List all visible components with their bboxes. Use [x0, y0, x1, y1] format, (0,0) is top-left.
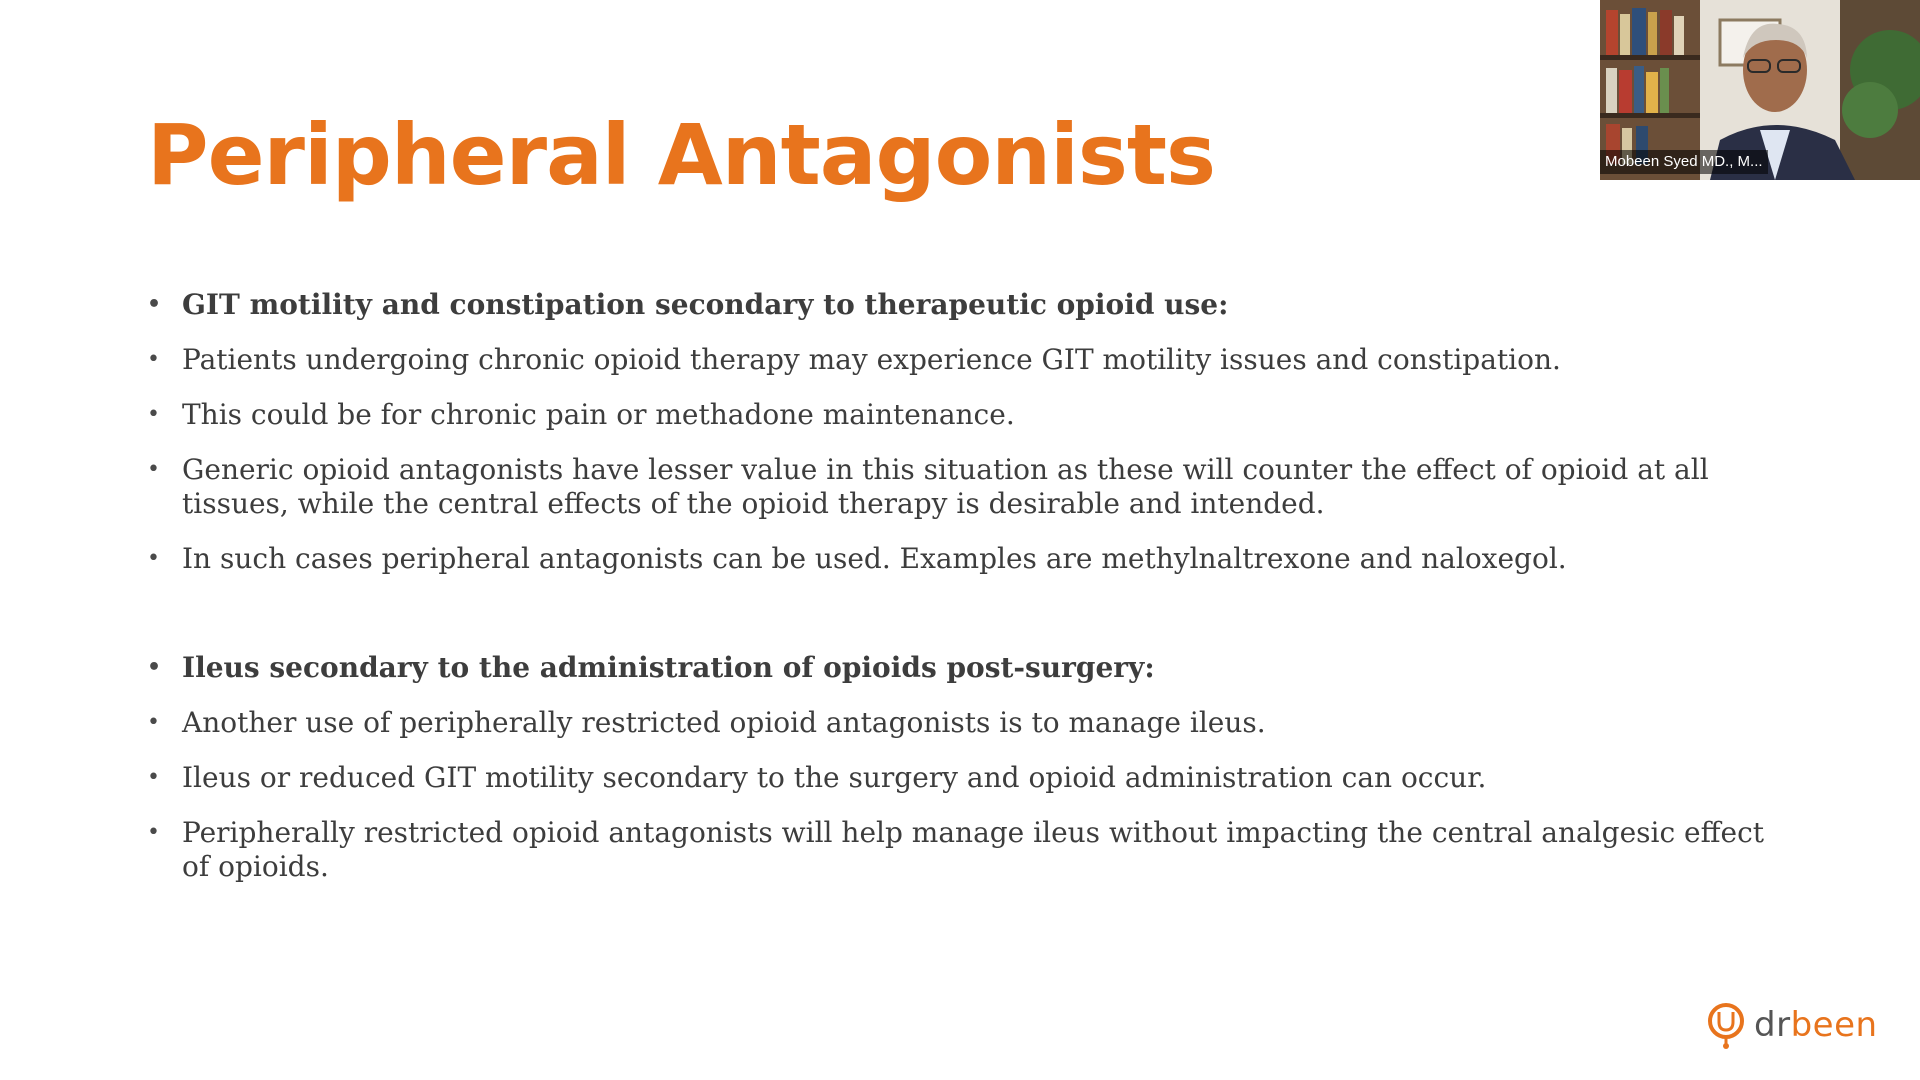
slide-title: Peripheral Antagonists	[147, 106, 1216, 204]
bullet-dot: •	[147, 546, 160, 571]
bullet-text: Ileus or reduced GIT motility secondary to the surgery and opioid administration can occur.	[182, 761, 1487, 794]
bullet-section-opioid-constipation	[147, 288, 1767, 597]
bullet-item	[147, 816, 1767, 884]
bullet-heading	[147, 651, 1767, 685]
brand-suffix: been	[1790, 1005, 1878, 1045]
bullet-dot: •	[147, 655, 162, 680]
bullet-text: Generic opioid antagonists have lesser value in this situation as these will counter the effect of opioid at all tissues, while the central effects of the opioid therapy is desirable and intended.	[182, 453, 1709, 520]
participant-video-tile[interactable]	[1600, 0, 1920, 180]
bullet-text: In such cases peripheral antagonists can be used. Examples are methylnaltrexone and naloxegol.	[182, 542, 1567, 575]
bullet-text: Peripherally restricted opioid antagonists will help manage ileus without impacting the central analgesic effect of opioids.	[182, 816, 1765, 883]
bullet-dot: •	[147, 765, 160, 790]
bullet-text: GIT motility and constipation secondary to therapeutic opioid use:	[182, 288, 1229, 321]
bullet-item	[147, 398, 1767, 432]
bullet-item	[147, 453, 1767, 521]
brand-wordmark	[1754, 1000, 1878, 1050]
bullet-item	[147, 343, 1767, 377]
bullet-section-post-surgery-ileus	[147, 651, 1767, 905]
bullet-dot: •	[147, 347, 160, 372]
bullet-heading	[147, 288, 1767, 322]
bullet-text: This could be for chronic pain or methadone maintenance.	[182, 398, 1015, 431]
drbeen-logo	[1706, 1000, 1878, 1050]
bullet-item	[147, 542, 1767, 576]
bullet-dot: •	[147, 820, 160, 845]
bullet-text: Patients undergoing chronic opioid therapy may experience GIT motility issues and constipation.	[182, 343, 1561, 376]
bullet-text: Ileus secondary to the administration of opioids post-surgery:	[182, 651, 1155, 684]
bullet-item	[147, 761, 1767, 795]
bullet-dot: •	[147, 457, 160, 482]
participant-name-label: Mobeen Syed MD., M...	[1600, 150, 1768, 174]
stethoscope-logo-icon	[1706, 1000, 1750, 1050]
bullet-dot: •	[147, 292, 162, 317]
bullet-text: Another use of peripherally restricted opioid antagonists is to manage ileus.	[182, 706, 1266, 739]
bullet-dot: •	[147, 402, 160, 427]
bullet-dot: •	[147, 710, 160, 735]
brand-prefix: dr	[1754, 1005, 1791, 1045]
bullet-item	[147, 706, 1767, 740]
